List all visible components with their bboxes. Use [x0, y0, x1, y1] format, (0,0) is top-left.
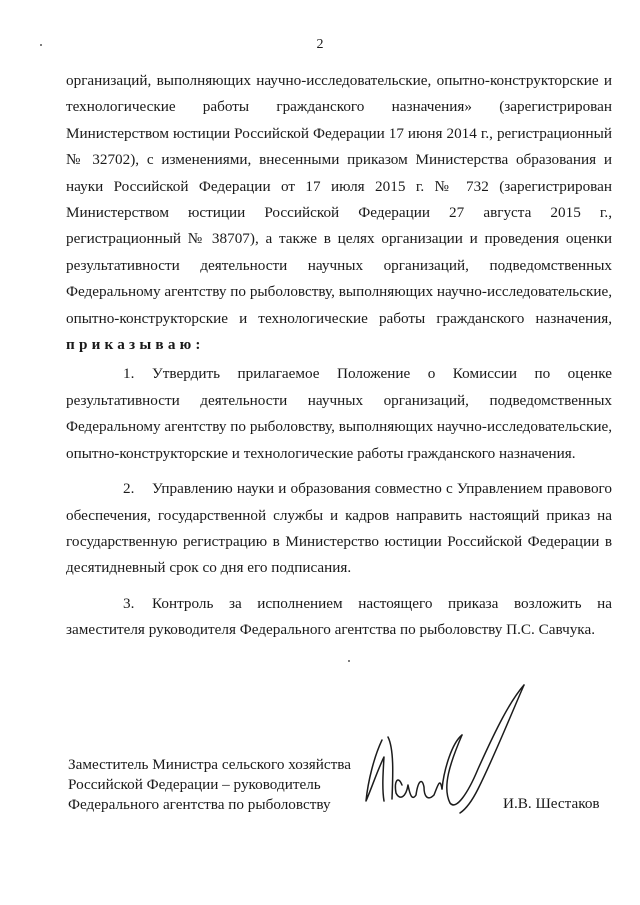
- position-line: Российской Федерации – руководитель: [68, 776, 321, 793]
- item-number: 2.: [123, 480, 135, 498]
- scan-speck: [348, 660, 350, 662]
- order-item-3: [66, 591, 612, 644]
- order-item-2: [66, 476, 612, 582]
- position-line: Федерального агентства по рыболовству: [68, 796, 331, 813]
- item-number: 3.: [123, 594, 135, 612]
- document-body: [66, 68, 612, 644]
- item-text: Утвердить прилагаемое Положение о Комиссии по оценке результативности деятельности научных организаций, подведомственных Федеральному агентству по рыболовству, выполняющих научно-исследовательские, опытно-конструкторские и технологические работы гражданского назначения.: [66, 365, 612, 462]
- intro-paragraph: организаций, выполняющих научно-исследовательские, опытно-конструкторские и технологические работы гражданского назначения» (зарегистрирован Министерством юстиции Российской Федерации 17 июня 2014 г., регистрационный № 32702), с изменениями, внесенными приказом Министерства образования и науки Российской Федерации от 17 июля 2015 г. № 732 (зарегистрирован Министерством юстиции Российской Федерации 27 августа 2015 г., регистрационный № 38707), а также в целях организации и проведения оценки результативности деятельности научных организаций, подведомственных Федеральному агентству по рыболовству, выполняющих научно-исследовательские, опытно-конструкторские и технологические работы гражданского назначения,: [66, 72, 612, 327]
- position-line: Заместитель Министра сельского хозяйства: [68, 756, 352, 773]
- page-number: 2: [316, 37, 324, 52]
- item-number: 1.: [123, 365, 135, 383]
- signatory-name: И.В. Шестаков: [503, 795, 600, 812]
- order-item-1: [66, 361, 612, 467]
- order-heading: приказываю:: [66, 336, 205, 354]
- item-text: Контроль за исполнением настоящего приказа возложить на заместителя руководителя Федерального агентства по рыболовству П.С. Савчука.: [66, 594, 612, 639]
- item-text: Управлению науки и образования совместно с Управлением правового обеспечения, государственной службы и кадров направить настоящий приказ на государственную регистрацию в Министерство юстиции Российской Федерации в десятидневный срок со дня его подписания.: [66, 480, 612, 577]
- signatory-position: [68, 755, 351, 815]
- scan-speck: [40, 44, 42, 46]
